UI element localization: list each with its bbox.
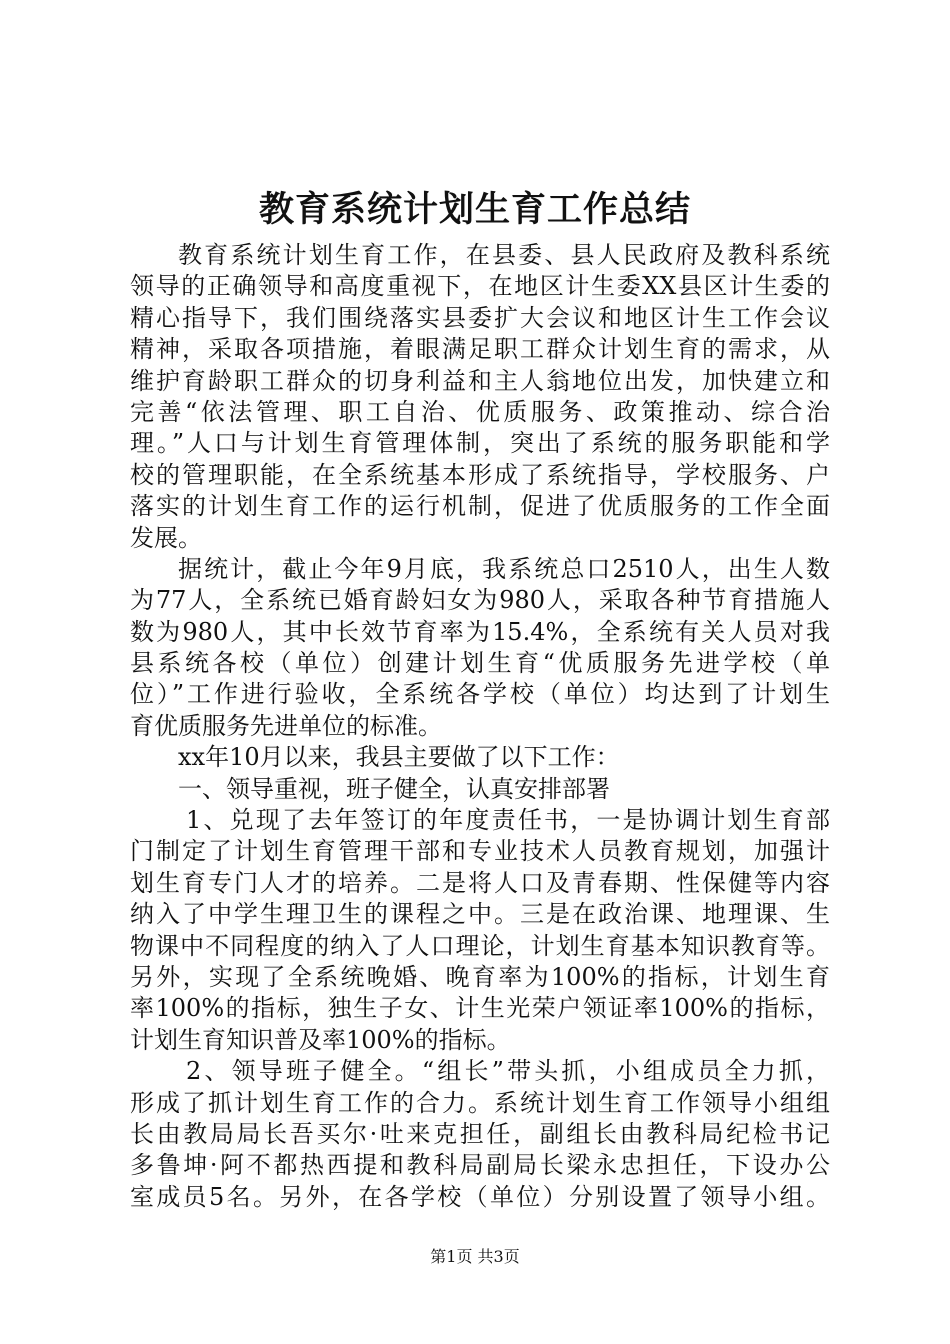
text-line: 据统计，截止今年9月底，我系统总口2510人，出生人数 (178, 554, 830, 583)
text-line: 校的管理职能，在全系统基本形成了系统指导，学校服务、户 (130, 460, 830, 489)
document-title: 教育系统计划生育工作总结 (258, 190, 691, 230)
text-line: 精神，采取各项措施，着眼满足职工群众计划生育的需求，从 (130, 335, 830, 364)
text-line: 另外，实现了全系统晚婚、晚育率为100%的指标，计划生育 (130, 962, 830, 991)
text-line: 物课中不同程度的纳入了人口理论，计划生育基本知识教育等。 (130, 931, 830, 960)
text-line: 落实的计划生育工作的运行机制，促进了优质服务的工作全面 (130, 492, 830, 521)
text-line: 计划生育知识普及率100%的指标。 (130, 1025, 511, 1054)
text-line: 划生育专门人才的培养。二是将人口及青春期、性保健等内容 (130, 868, 830, 897)
text-line: 维护育龄职工群众的切身利益和主人翁地位出发，加快建立和 (130, 366, 830, 395)
text-line: 多鲁坤·阿不都热西提和教科局副局长梁永忠担任，下设办公 (130, 1151, 830, 1180)
page-footer: 第1页 共3页 (430, 1247, 520, 1266)
text-line: 育优质服务先进单位的标准。 (130, 711, 442, 740)
text-line: 领导的正确领导和高度重视下，在地区计生委XX县区计生委的 (130, 272, 830, 301)
text-line: 位）”工作进行验收，全系统各学校（单位）均达到了计划生 (130, 680, 830, 709)
text-line: 长由教局局长吾买尔·吐来克担任，副组长由教科局纪检书记 (130, 1119, 830, 1148)
text-line: 数为980人，其中长效节育率为15.4%，全系统有关人员对我 (130, 617, 830, 646)
text-line: 一、领导重视，班子健全，认真安排部署 (178, 774, 610, 803)
text-line: 精心指导下，我们围绕落实县委扩大会议和地区计生工作会议 (130, 303, 830, 332)
text-line: xx年10月以来，我县主要做了以下工作： (178, 743, 620, 772)
text-line: 率100%的指标，独生子女、计生光荣户领证率100%的指标， (130, 994, 830, 1023)
text-line: 室成员5名。另外，在各学校（单位）分别设置了领导小组。 (130, 1182, 830, 1211)
document-body (130, 240, 830, 1213)
text-line: 发展。 (130, 523, 202, 552)
text-line: 理。”人口与计划生育管理体制，突出了系统的服务职能和学 (130, 429, 830, 458)
text-line: 纳入了中学生理卫生的课程之中。三是在政治课、地理课、生 (130, 900, 830, 929)
text-line: 门制定了计划生育管理干部和专业技术人员教育规划，加强计 (130, 837, 830, 866)
text-line: 完善“依法管理、职工自治、优质服务、政策推动、综合治 (130, 397, 830, 426)
text-line: 县系统各校（单位）创建计划生育“优质服务先进学校（单 (130, 649, 830, 678)
text-line: 2、领导班子健全。“组长”带头抓，小组成员全力抓， (186, 1057, 830, 1086)
text-line: 1、兑现了去年签订的年度责任书，一是协调计划生育部 (186, 806, 830, 835)
text-line: 形成了抓计划生育工作的合力。系统计划生育工作领导小组组 (130, 1088, 830, 1117)
text-line: 为77人，全系统已婚育龄妇女为980人，采取各种节育措施人 (130, 586, 830, 615)
text-line: 教育系统计划生育工作，在县委、县人民政府及教科系统 (178, 241, 830, 269)
